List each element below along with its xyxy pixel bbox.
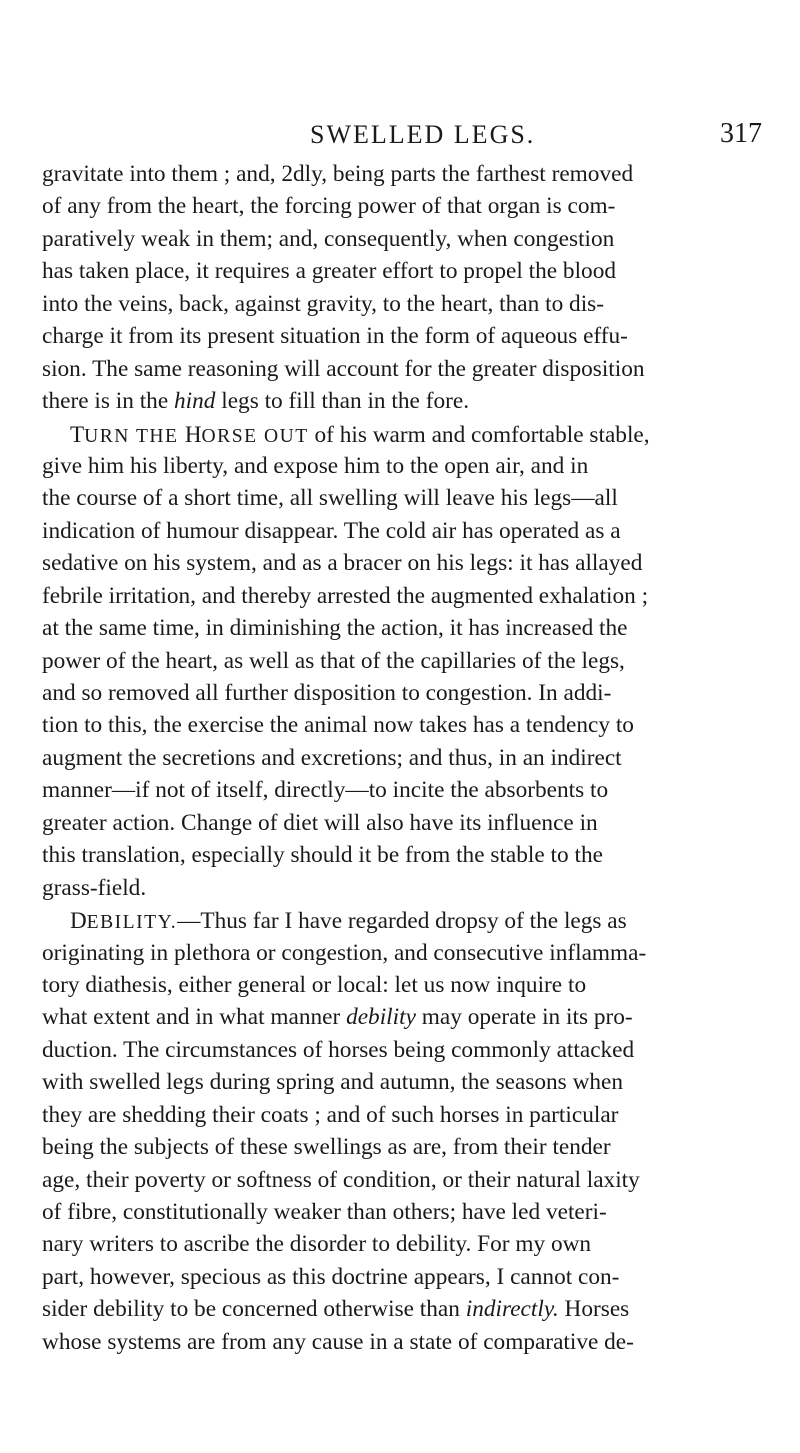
text-run: may operate in its pro- <box>415 1004 633 1031</box>
text-line: charge it from its present situation in the form of aqueous effu- <box>42 323 628 350</box>
text-run: —Thus far I have regarded dropsy of the legs as <box>177 908 627 935</box>
running-head-title: SWELLED LEGS. <box>310 120 536 149</box>
text-line: sedative on his system, and as a bracer on his legs: it has allayed <box>42 550 643 577</box>
text-line: augment the secretions and excretions; and thus, in an indirect <box>42 744 622 771</box>
text-line: indication of humour disappear. The cold air has operated as a <box>42 517 621 544</box>
text-line: give him his liberty, and expose him to the open air, and in <box>42 452 589 479</box>
paragraph-start-debility <box>42 904 800 936</box>
text-line: of any from the heart, the forcing power of that organ is com- <box>42 193 616 220</box>
italic-hind: hind <box>173 388 216 415</box>
text-line: has taken place, it requires a greater effort to propel the blood <box>42 258 616 285</box>
text-line: they are shedding their coats ; and of such horses in particular <box>42 1101 619 1128</box>
text-line: nary writers to ascribe the disorder to debility. For my own <box>42 1231 592 1258</box>
text-line: with swelled legs during spring and autumn, the seasons when <box>42 1069 624 1096</box>
italic-indirectly: indirectly. <box>465 1296 559 1323</box>
text-line: duction. The circumstances of horses being commonly attacked <box>42 1036 635 1063</box>
text-line: febrile irritation, and thereby arrested the augmented exhalation ; <box>42 582 649 609</box>
text-line <box>42 1001 800 1033</box>
text-line: tion to this, the exercise the animal now takes has a tendency to <box>42 712 634 739</box>
body-text <box>42 158 800 1358</box>
text-run: of his warm and comfortable stable, <box>308 421 650 448</box>
text-line: and so removed all further disposition to congestion. In addi- <box>42 680 612 706</box>
italic-debility: debility <box>346 1004 416 1031</box>
text-line: sion. The same reasoning will account for the greater disposition <box>42 355 645 382</box>
paragraph-start-turn-the-horse <box>42 418 800 450</box>
small-caps-lead: TURN THE HORSE OUT <box>70 420 309 447</box>
running-head <box>0 120 800 160</box>
text-line: gravitate into them ; and, 2dly, being parts the farthest removed <box>42 161 634 187</box>
text-run: sider debility to be concerned otherwise than <box>42 1296 466 1323</box>
text-line: grass-field. <box>42 874 147 901</box>
text-line: part, however, specious as this doctrine appears, I cannot con- <box>42 1263 620 1290</box>
text-line: into the veins, back, against gravity, to the heart, than to dis- <box>42 290 605 317</box>
text-line: paratively weak in them; and, consequently, when congestion <box>42 225 615 252</box>
text-line: manner—if not of itself, directly—to incite the absorbents to <box>42 777 609 804</box>
text-line: the course of a short time, all swelling will leave his legs—all <box>42 485 618 512</box>
text-line: power of the heart, as well as that of the capillaries of the legs, <box>42 647 625 674</box>
text-line: of fibre, constitutionally weaker than others; have led veteri- <box>42 1199 607 1225</box>
text-line <box>42 1293 800 1325</box>
text-line: originating in plethora or congestion, and consecutive inflamma- <box>42 939 647 966</box>
text-line: being the subjects of these swellings as are, from their tender <box>42 1134 611 1161</box>
text-line: at the same time, in diminishing the action, it has increased the <box>42 615 628 642</box>
text-line: this translation, especially should it be from the stable to the <box>42 842 603 869</box>
text-line: tory diathesis, either general or local: let us now inquire to <box>42 971 587 998</box>
text-run: what extent and in what manner <box>42 1004 347 1031</box>
text-run: there is in the <box>42 388 174 415</box>
text-run: Horses <box>558 1296 630 1323</box>
small-caps-lead: DEBILITY. <box>70 907 178 934</box>
text-line: greater action. Change of diet will also have its influence in <box>42 809 598 836</box>
text-line: age, their poverty or softness of condition, or their natural laxity <box>42 1166 640 1193</box>
text-line <box>42 385 800 417</box>
page-number: 317 <box>720 118 762 149</box>
text-run: legs to fill than in the fore. <box>215 388 470 415</box>
text-line: whose systems are from any cause in a state of comparative de- <box>42 1328 634 1355</box>
